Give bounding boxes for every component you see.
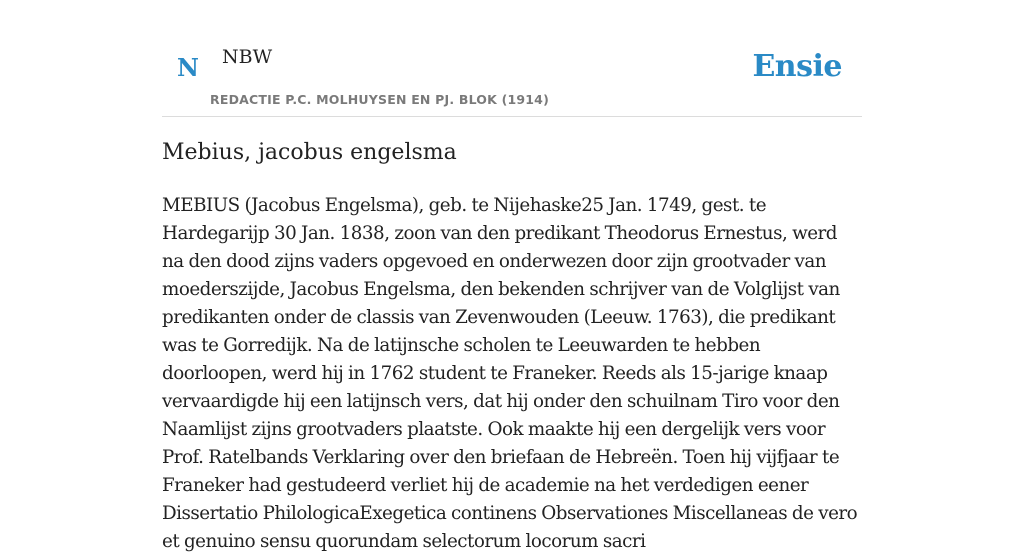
article-title: Mebius, jacobus engelsma: [162, 140, 457, 165]
source-subtitle: REDACTIE P.C. MOLHUYSEN EN PJ. BLOK (1914): [210, 92, 549, 107]
source-header: [162, 0, 862, 117]
article-body: MEBIUS (Jacobus Engelsma), geb. te Nijehaske25 Jan. 1749, gest. te Hardegarijp 30 Jan. 1838, zoon van den predikant Theodorus Ernestus, werd na den dood zijns vaders opgevoed en onderwezen door zijn grootvader van moederszijde, Jacobus Engelsma, den bekenden schrijver van de Volglijst van predikanten onder de classis van Zevenwouden (Leeuw. 1763), die predikant was te Gorredijk. Na de latijnsche scholen te Leeuwarden te hebben doorloopen, werd hij in 1762 student te Franeker. Reeds als 15-jarige knaap vervaardigde hij een latijnsch vers, dat hij onder den schuilnam Tiro voor den Naamlijst zijns grootvaders plaatste. Ook maakte hij een dergelijk vers voor Prof. Ratelbands Verklaring over den briefaan de Hebreën. Toen hij vijfjaar te Franeker had gestudeerd verliet hij de academie na het verdedigen eener Dissertatio PhilologicaExegetica continens Observationes Miscellaneas de vero et genuino sensu quorundam selectorum locorum sacri: [162, 195, 858, 552]
brand-logo[interactable]: Ensie: [752, 49, 842, 84]
source-logo: N: [177, 53, 199, 82]
source-title[interactable]: NBW: [222, 46, 273, 68]
